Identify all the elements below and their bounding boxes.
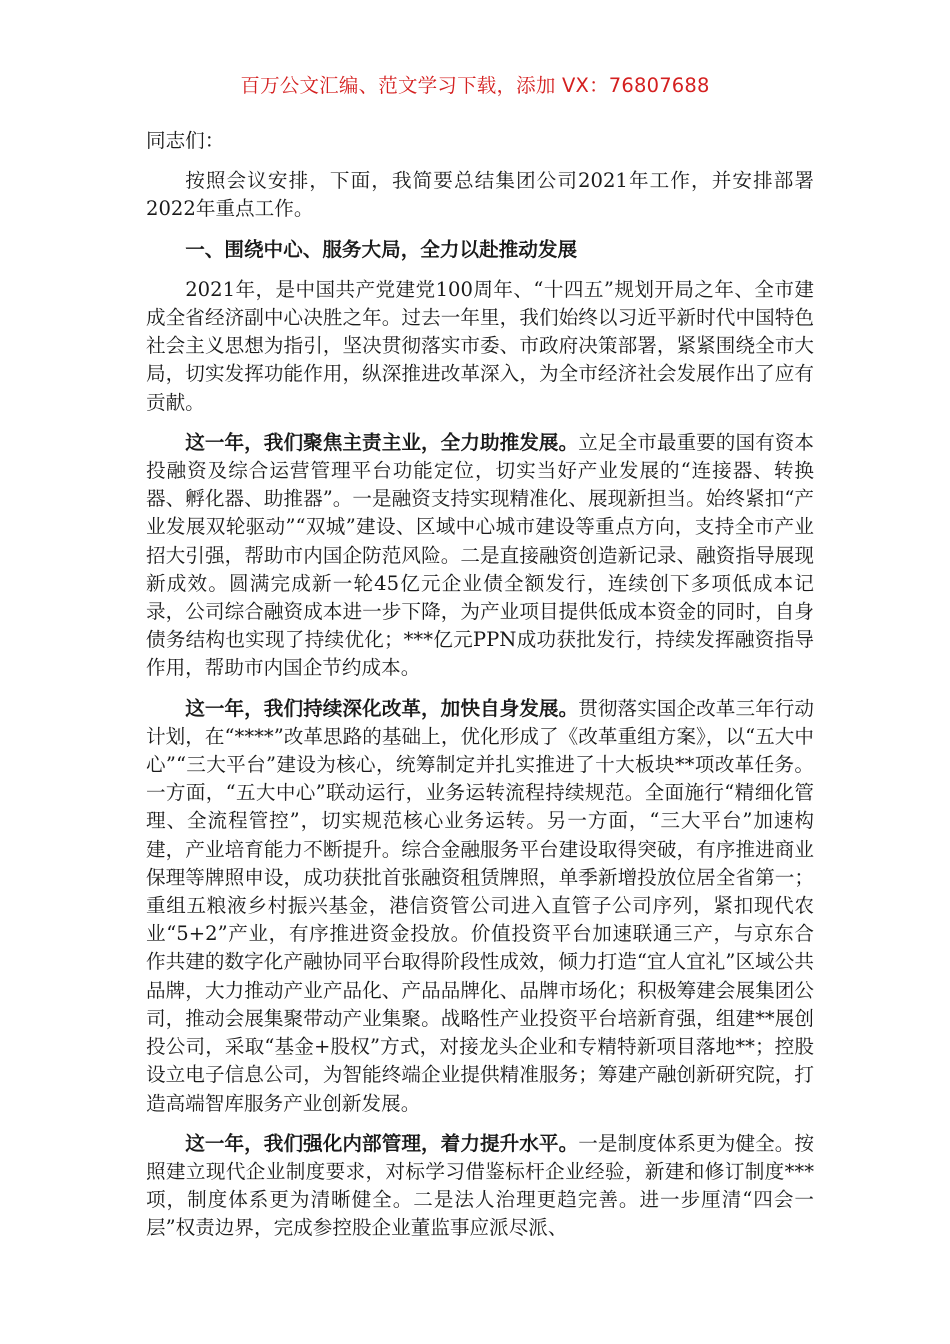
paragraph-3-lead: 这一年，我们持续深化改革，加快自身发展。 bbox=[185, 696, 579, 720]
watermark-header: 百万公文汇编、范文学习下载，添加 VX：76807688 bbox=[240, 74, 710, 97]
paragraph-3-body: 贯彻落实国企改革三年行动计划，在“****”改革思路的基础上，优化形成了《改革重组方案》，以“五大中心”“三大平台”建设为核心，统筹制定并扎实推进了十大板块**项改革任务。一方面，“五大中心”联动运行，业务运转流程持续规范。全面施行“精细化管理、全流程管控”，切实规范核心业务运转。另一方面，“三大平台”加速构建，产业培育能力不断提升。综合金融服务平台建设取得突破，有序推进商业保理等牌照申设，成功获批首张融资租赁牌照，单季新增投放位居全省第一；重组五粮液乡村振兴基金，港信资管公司进入直管子公司序列，紧扣现代农业“5+2”产业，有序推进资金投放。价值投资平台加速联通三产，与京东合作共建的数字化产融协同平台取得阶段性成效，倾力打造“宜人宜礼”区域公共品牌，大力推动产业产品化、产品品牌化、品牌市场化；积极筹建会展集团公司，推动会展集聚带动产业集聚。战略性产业投资平台培新育强，组建**展创投公司，采取“基金+股权”方式，对接龙头企业和专精特新项目落地**；控股设立电子信息公司，为智能终端企业提供精准服务；筹建产融创新研究院，打造高端智库服务产业创新发展。 bbox=[146, 696, 815, 1115]
intro-paragraph: 按照会议安排，下面，我简要总结集团公司2021年工作，并安排部署2022年重点工作。 bbox=[146, 169, 814, 221]
document-body bbox=[146, 127, 814, 1255]
paragraph-4 bbox=[146, 1130, 814, 1243]
paragraph-3 bbox=[146, 695, 814, 1118]
section-heading: 一、围绕中心、服务大局，全力以赴推动发展 bbox=[185, 237, 578, 261]
paragraph-1: 2021年，是中国共产党建党100周年、“十四五”规划开局之年、全市建成全省经济副中心决胜之年。过去一年里，我们始终以习近平新时代中国特色社会主义思想为指引，坚决贯彻落实市委、市政府决策部署，紧紧围绕全市大局，切实发挥功能作用，纵深推进改革深入，为全市经济社会发展作出了应有贡献。 bbox=[146, 277, 814, 414]
paragraph-2-body: 立足全市最重要的国有资本投融资及综合运营管理平台功能定位，切实当好产业发展的“连接器、转换器、孵化器、助推器”。一是融资支持实现精准化、展现新担当。始终紧扣“产业发展双轮驱动”“双城”建设、区域中心城市建设等重点方向，支持全市产业招大引强，帮助市内国企防范风险。二是直接融资创造新记录、融资指导展现新成效。圆满完成新一轮45亿元企业债全额发行，连续创下多项低成本记录，公司综合融资成本进一步下降，为产业项目提供低成本资金的同时，自身债务结构也实现了持续优化；***亿元PPN成功获批发行，持续发挥融资指导作用，帮助市内国企节约成本。 bbox=[146, 430, 815, 680]
salutation: 同志们： bbox=[146, 129, 225, 152]
paragraph-4-lead: 这一年，我们强化内部管理，着力提升水平。 bbox=[185, 1131, 579, 1155]
paragraph-2 bbox=[146, 429, 814, 683]
paragraph-4-body: 一是制度体系更为健全。按照建立现代企业制度要求，对标学习借鉴标杆企业经验，新建和修订制度***项，制度体系更为清晰健全。二是法人治理更趋完善。进一步厘清“四会一层”权责边界，完成参控股企业董监事应派尽派、 bbox=[146, 1131, 815, 1240]
paragraph-2-lead: 这一年，我们聚焦主责主业，全力助推发展。 bbox=[185, 430, 579, 454]
